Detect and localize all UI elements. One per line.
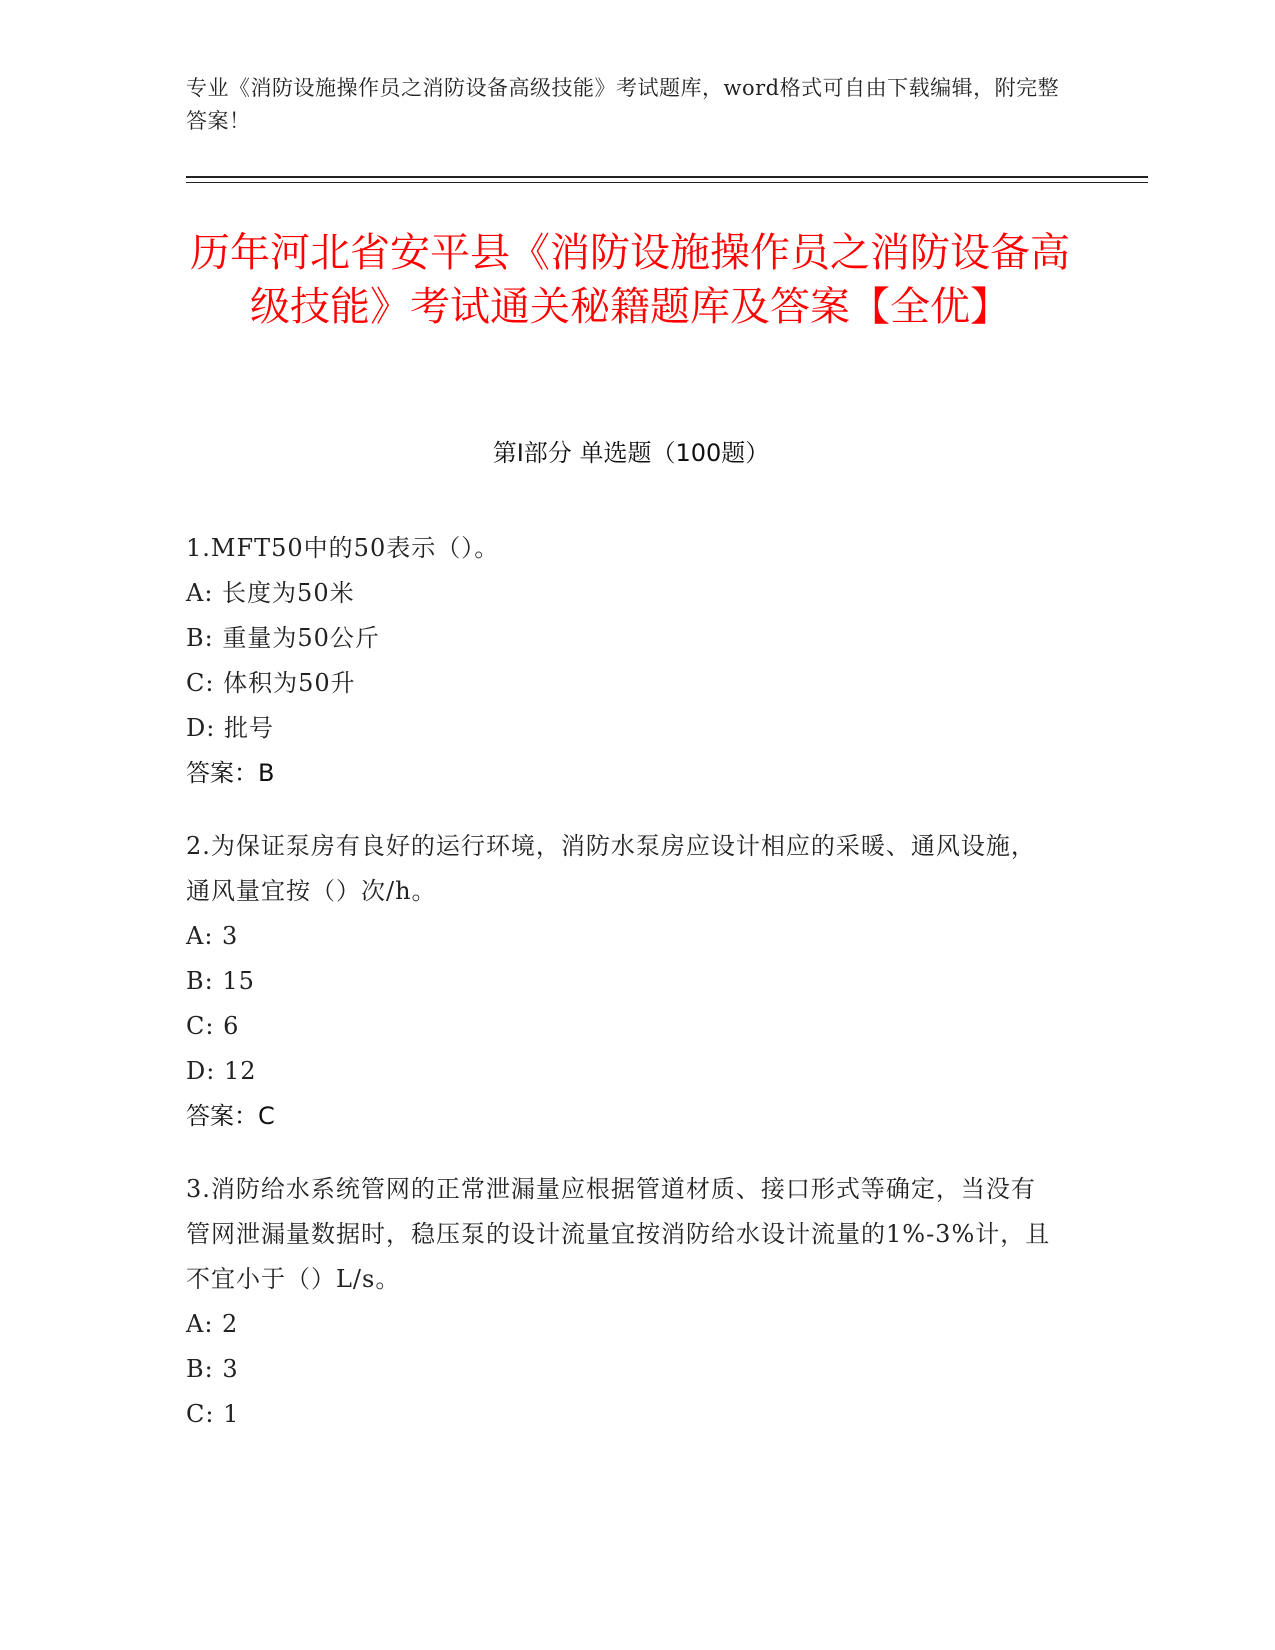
option-b: B: 3 [186,1355,239,1383]
header-divider-thin [186,182,1148,183]
option-b: B: 15 [186,967,255,995]
option-d: D: 12 [186,1057,257,1085]
question-stem: 1.MFT50中的50表示（）。 [186,534,500,562]
question-1 [186,526,1056,796]
section-heading: 第Ⅰ部分 单选题（100题） [492,439,770,467]
option-c: C: 体积为50升 [186,669,356,697]
header-note: 专业《消防设施操作员之消防设备高级技能》考试题库，word格式可自由下载编辑，附完整答案！ [186,76,1060,133]
option-c: C: 1 [186,1400,240,1428]
question-list [186,526,1056,1465]
answer: 答案：C [186,1102,275,1130]
question-stem: 2.为保证泵房有良好的运行环境，消防水泵房应设计相应的采暖、通风设施，通风量宜按（）次/h。 [186,832,1036,905]
question-2 [186,824,1056,1139]
option-a: A: 长度为50米 [186,579,355,607]
option-a: A: 3 [186,922,239,950]
option-d: D: 批号 [186,714,274,742]
option-a: A: 2 [186,1310,239,1338]
question-stem: 3.消防给水系统管网的正常泄漏量应根据管道材质、接口形式等确定，当没有管网泄漏量数据时，稳压泵的设计流量宜按消防给水设计流量的1%-3%计，且不宜小于（）L/s。 [186,1175,1051,1293]
question-3 [186,1167,1056,1437]
answer: 答案：B [186,759,275,787]
option-b: B: 重量为50公斤 [186,624,380,652]
option-c: C: 6 [186,1012,240,1040]
header-divider-thick [186,176,1148,178]
document-title: 历年河北省安平县《消防设施操作员之消防设备高级技能》考试通关秘籍题库及答案【全优】 [190,230,1070,330]
